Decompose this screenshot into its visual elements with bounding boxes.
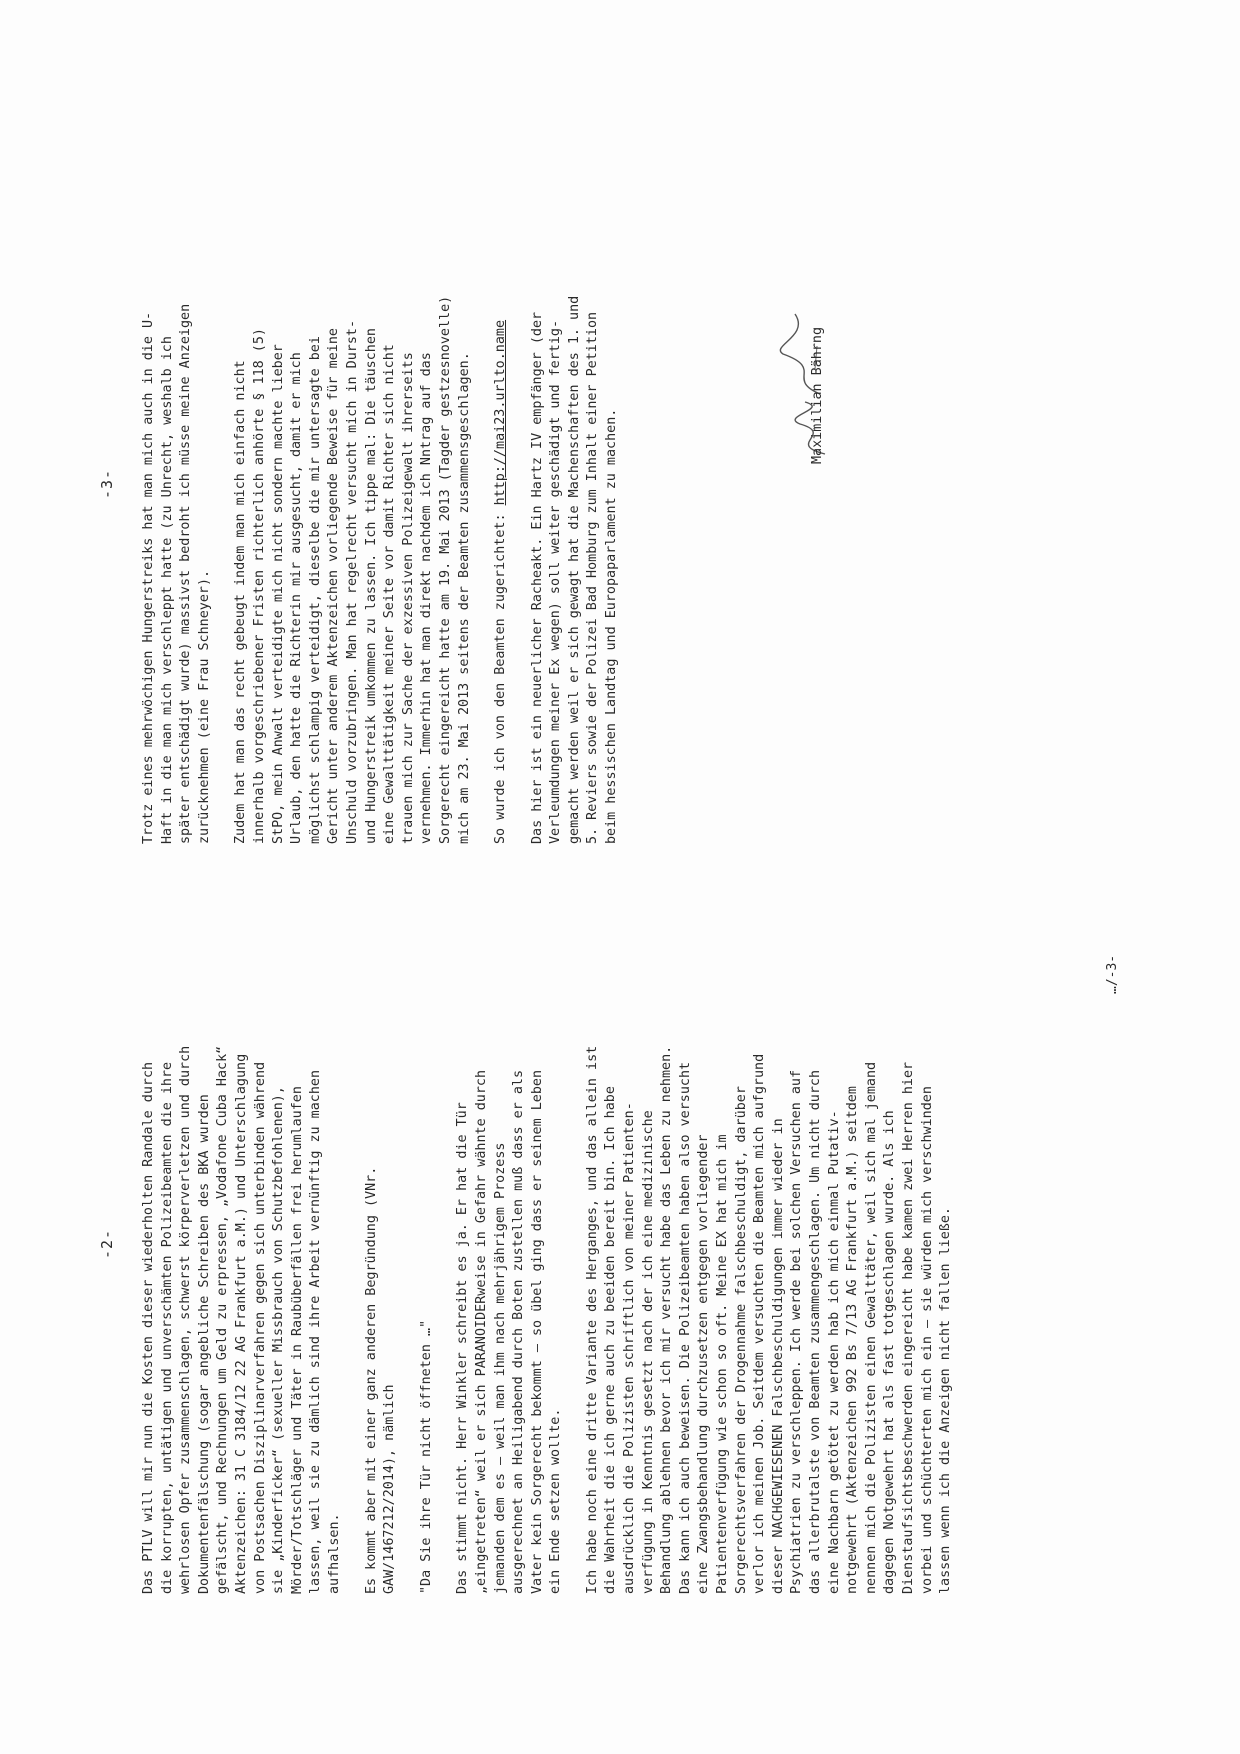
paragraph: Zudem hat man das recht gebeugt indem man mich einfach nicht innerhalb vorgeschriebener Fristen richterlich anhörte § 118 (5) StPO, mein Anwalt verteidigte mich nicht sondern machte lieber Urlaub, den hatte die Richterin mir ausgesucht, damit er mich möglichst schlampig verteidigt, dieselbe die mir untersagte bei Gericht unter anderem Aktenzeichen vorliegende Beweise für meine Unschuld vorzubringen. Man hat regelrecht versucht mich in Durst- und Hungerstreik umkommen zu lassen. Ich tippe mal: Die täuschen eine Gewalttätigkeit meiner Seite vor damit Richter sich nicht trauen mich zur Sache der exzessiven Polizeigewalt ihrerseits vernehmen. Immerhin hat man direkt nachdem ich Nntrag auf das Sorgerecht eingereicht hatte am 19. Mai 2013 (Tagder gestzesnovelle) mich am 23. Mai 2013 seitens der Beamten zusammensgeschlagen. [233,295,472,844]
page-body [140,124,640,844]
paragraph: Das PTLV will mir nun die Kosten dieser wiederholten Randale durch die korrupten, untätigen und unverschämten Polizeibeamten die ihre wehrlosen Opfer zusammenschlagen, schwerst körperverletzen und durch Dokumentenfälschung (sogar angebliche Schreiben des BKA wurden gefälscht, und Rechnungen um Geld zu erpressen, „Vodafone Cuba Hack“ Aktenzeichen: 31 C 3184/12 22 AG Frankfurt a.M.) und Unterschlagung von Postsachen Disziplinarverfahren gegen sich unterbinden während sie „Kinderficker“ (sexueller Missbrauch von Schutzbefohlenen), Mörder/Totschläger und Täter in Raubüberfällen frei herumlaufen lassen, weil sie zu dämlich sind ihre Arbeit vernünftig zu machen aufhalsen. [141,1045,342,1594]
paragraph: Ich habe noch eine dritte Variante des Herganges, und das allein ist die Wahrheit die ich gerne auch zu beeiden bereit bin. Ich habe ausdrücklich die Polizisten schriftlich von meiner Patienten- verfügung in Kenntnis gesetzt nach der ich eine medizinische Behandlung ablehnen bevor ich mir versucht habe das Leben zu nehmen. Das kann ich auch beweisen. Die Polizeibeamten haben also versucht eine Zwangsbehandlung durchzusetzen entgegen vorliegender Patientenverfügung wie schon so oft. Meine EX hat mich im Sorgerechtsverfahren der Drogennahme falschbeschuldigt, darüber verlor ich meinen Job. Seitdem versuchten die Beamten mich aufgrund dieser NACHGEWIESENEN Falschbeschuldigungen immer wieder in Psychiatrien zu verschleppen. Ich werde bei solchen Versuchen auf das allerbrutalste von Beamten zusammengeschlagen. Um nicht durch eine Nachbarn getötet zu werden hab ich mich einmal Putativ- notgewehrt (Aktenzeichen 992 Bs 7/13 AG Frankfurt a.M.) seitdem nennen mich die Polizisten einen Gewalttäter, weil sich mal jemand dagegen Notgewehrt hat als fast totgeschlagen wurde. Als ich Dienstaufsichtsbeschwerden eingereicht habe kamen zwei Herren hier vorbei und schüchterten mich ein – sie würden mich verschwinden lassen wenn ich die Anzeigen nicht fallen ließe. [584,1045,954,1594]
paragraph: Das stimmt nicht. Herr Winkler schreibt es ja. Er hat die Tür „eingetreten“ weil er sich PARANOIDERweise in Gefahr wähnte durch jemanden dem es – weil man ihm nach mehrjährigem Prozess ausgerechnet an Heiligabend durch Boten zustellen muß dass er als Vater kein Sorgerecht bekommt – so übel ging dass er seinem Leben ein Ende setzen wollte. [455,1069,564,1594]
signer-name: Maximilian Bährng [810,326,825,464]
page-2 [0,854,1240,1634]
continuation-marker: …/-3- [1105,954,1120,994]
link-paragraph [492,124,511,844]
link-prefix: So wurde ich von den Beamten zugerichtet: [493,505,509,844]
page-number: -2- [98,1228,116,1260]
paragraph: Es kommt aber mit einer ganz anderen Begründung (VNr. GAW/1467212/2014), nämlich [363,1166,398,1594]
handwritten-signature [765,304,845,464]
page-number: -3- [98,468,116,500]
quote-paragraph: "Da Sie ihre Tür nicht öffneten …" [418,1319,434,1594]
paragraph: Trotz eines mehrwöchigen Hungerstreiks hat man mich auch in die U- Haft in die man mich verschleppt hatte (zu Unrecht, weshalb ich später entschädigt wurde) massivst bedroht ich müsse meine Anzeigen zurücknehmen (eine Frau Schneyer). [141,303,212,844]
page-body [140,874,974,1594]
closing-paragraph: Das hier ist ein neuerlicher Racheakt. Ein Hartz IV empfänger (der Verleumdungen meiner Ex wegen) soll weiter geschädigt und fertig- gemacht werden weil er sich gewagt hat die Machenschaften des 1. und 5. Reviers sowie der Polizei Bad Homburg zum Inhalt einer Petition beim hessischen Landtag und Europaparlament zu machen. [529,295,620,844]
page-3 [0,94,1240,874]
evidence-link[interactable]: http://mai23.urlto.name [493,319,509,506]
